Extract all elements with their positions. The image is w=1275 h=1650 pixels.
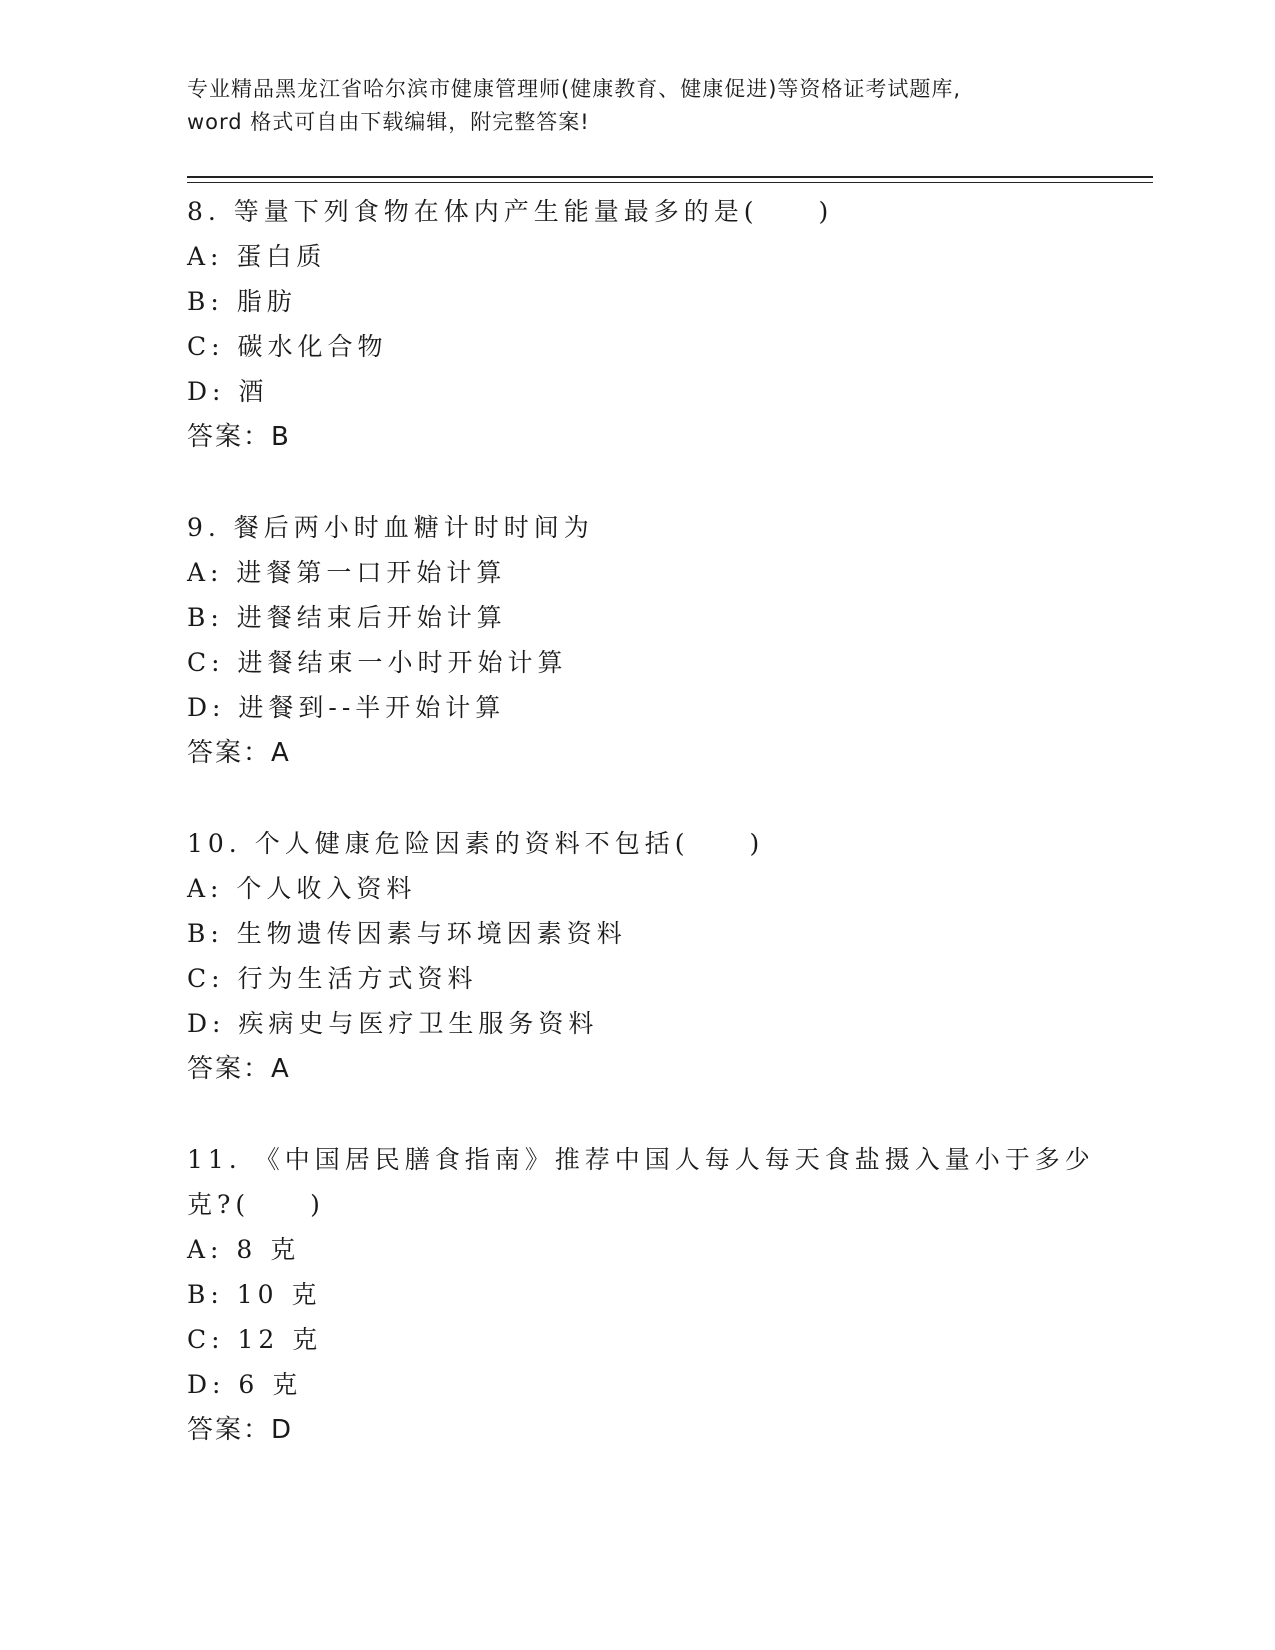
document-header xyxy=(187,73,1087,139)
answer-label: 答案：A xyxy=(187,738,291,768)
option-c: C: 碳水化合物 xyxy=(187,332,388,361)
answer-label: 答案：A xyxy=(187,1054,291,1084)
option-a: A: 8 克 xyxy=(187,1235,301,1264)
question-stem: 8. 等量下列食物在体内产生能量最多的是( ) xyxy=(187,197,834,226)
option-c: C: 行为生活方式资料 xyxy=(187,964,478,993)
question-list xyxy=(187,189,1095,1498)
question-stem-continued: 克?( ) xyxy=(187,1190,325,1219)
option-c: C: 12 克 xyxy=(187,1325,323,1354)
option-c: C: 进餐结束一小时开始计算 xyxy=(187,648,568,677)
question-stem: 10. 个人健康危险因素的资料不包括( ) xyxy=(187,829,765,858)
option-d: D: 疾病史与医疗卫生服务资料 xyxy=(187,1009,599,1038)
question-11 xyxy=(187,1137,1095,1453)
header-line-2: word 格式可自由下载编辑，附完整答案! xyxy=(187,110,590,134)
question-8 xyxy=(187,189,1087,460)
option-d: D: 6 克 xyxy=(187,1370,303,1399)
header-line-1: 专业精品黑龙江省哈尔滨市健康管理师(健康教育、健康促进)等资格证考试题库, xyxy=(187,77,962,101)
option-a: A: 进餐第一口开始计算 xyxy=(187,558,507,587)
option-d: D: 进餐到--半开始计算 xyxy=(187,693,506,722)
question-stem: 11. 《中国居民膳食指南》推荐中国人每人每天食盐摄入量小于多少 xyxy=(187,1145,1095,1174)
option-b: B: 脂肪 xyxy=(187,287,297,316)
question-9 xyxy=(187,505,1087,776)
option-b: B: 生物遗传因素与环境因素资料 xyxy=(187,919,627,948)
answer-label: 答案：B xyxy=(187,422,291,452)
header-divider-thin xyxy=(187,182,1153,183)
answer-label: 答案：D xyxy=(187,1415,294,1445)
option-b: B: 进餐结束后开始计算 xyxy=(187,603,507,632)
question-stem: 9. 餐后两小时血糖计时时间为 xyxy=(187,513,594,542)
option-d: D: 酒 xyxy=(187,377,269,406)
option-b: B: 10 克 xyxy=(187,1280,322,1309)
question-10 xyxy=(187,821,1087,1092)
option-a: A: 蛋白质 xyxy=(187,242,327,271)
option-a: A: 个人收入资料 xyxy=(187,874,417,903)
header-divider-thick xyxy=(187,176,1153,178)
